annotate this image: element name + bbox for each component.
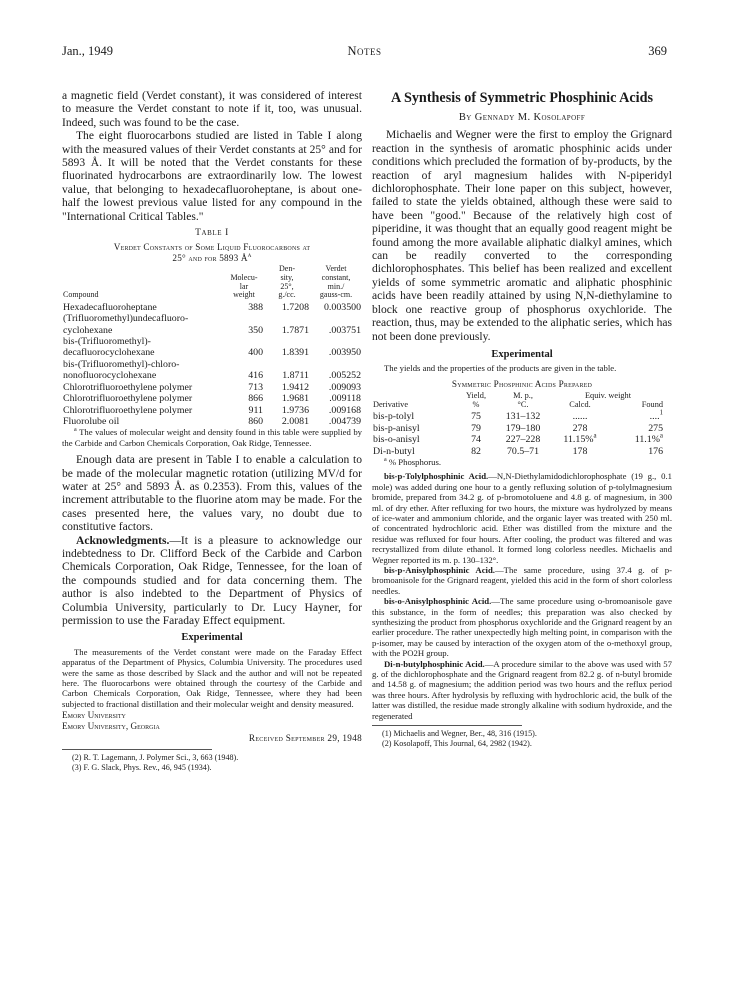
column-header: Den- sity, 25°, g./cc. (278, 264, 296, 300)
acknowledgments: Acknowledgments.—It is a pleasure to acknowledge our indebtedness to Dr. Clifford Beck of the Carbide and Carbon Chemicals Corporation, Oak Ridge, Tennessee, for the loan of the compounds studied and for data concerning them. The author is also indebted to the Department of Physics of Columbia University, particularly to Dr. Lucy Hayner, for permission to use the Faraday Effect equipment. (62, 534, 362, 627)
procedure-paragraph: Di-n-butylphosphinic Acid.—A procedure similar to the above was used with 57 g. of the dichlorophosphate and the Grignard reagent from 82.2 g. of n-butyl bromide and 14.58 g. of magnesium; the addition period was two hours and the reflux period was three hours. After hydrolysis by refluxing with hydrochloric acid, the bulk of the latter was distilled, the residue made strongly alkaline with sodium hydroxide, and the regenerated (372, 658, 672, 721)
table-footnote: $^a$ % Phosphorus. (384, 456, 442, 467)
table-row: bis-p-anisyl 79 179–180 278 275 (373, 422, 663, 434)
table-footnote: $^a$ The values of molecular weight and density found in this table were supplied by the Carbide and Carbon Chemicals Corporation, Oak Ridge, Tennessee. (62, 427, 363, 448)
footnote: (1) Michaelis and Wegner, Ber., 48, 316 (1915). (382, 729, 537, 739)
paragraph: a magnetic field (Verdet constant), it was considered of interest to measure the Verdet constant to note if it, too, was unusual. Indeed, such was found to be the case. (62, 90, 362, 129)
article-title: A Synthesis of Symmetric Phosphinic Acids (390, 90, 654, 106)
table-label: Table I (195, 228, 229, 239)
procedures (372, 471, 672, 721)
footnote: (2) Kosolapoff, This Journal, 64, 2982 (1942). (382, 738, 532, 748)
footnotes (62, 753, 362, 773)
affiliation: Emory University (62, 710, 126, 721)
affiliation: Emory University, Georgia (62, 721, 160, 732)
column-header: Found (641, 399, 663, 409)
page-number: 369 (648, 44, 667, 58)
received-date: Received September 29, 1948 (248, 732, 362, 743)
footnote-marker: a (247, 252, 252, 260)
column-header: Equiv. weight (584, 390, 631, 400)
caption-line: Verdet Constants of Some Liquid Fluorocarbons at (113, 242, 311, 253)
procedure-paragraph: bis-o-Anisylphosphinic Acid.—The same procedure using o-bromoanisole gave this substance, in the form of needles; this preparation was also checked by synthesizing the product from phosphorus oxychloride and the Grignard reagent by an earlier procedure. The rather unexpectedly high melting point, in comparison with the p-isomer, may be caused by interaction of the oxygen atom of the o-methoxyl group, with the PO2H group. (372, 596, 673, 659)
table-caption (62, 242, 362, 264)
paragraph: Enough data are present in Table I to enable a calculation to be made of the molecular magnetic rotation (utilizing MV/d for water at 25° and 5893 Å. as 0.2353). From this, values of the increment attributable to the fluorine atom may be made. For the cases presented here, the values vary, no doubt due to constitutive factors. (62, 454, 362, 534)
phosphinic-acid-table (372, 392, 664, 457)
procedure-paragraph: bis-p-Tolylphosphinic Acid.—N,N-Diethylamidodichlorophosphate (19 g., 0.1 mole) was added during one hour to a gently refluxing solution of p-tolylmagnesium bromide, prepared from 34.2 g. of p-bromotoluene and 4.8 g. of magnesium, in 300 ml. of dry ether. After refluxing for two hours, the mixture was hydrolyzed by means of ice-water and ammonium chloride, and the organic layer was treated with 250 ml. of concentrated hydrochloric acid. Ether was distilled from the mixture and the residue was refluxed for four hours. After cooling, the product was filtered and was recrystallized from dilute ethanol. It formed long colorless needles. Michaelis and Wegner reported its m. p. 130–132°. (372, 471, 672, 565)
footnote: (3) F. G. Slack, Phys. Rev., 46, 945 (1934). (72, 763, 212, 773)
left-column (62, 90, 362, 773)
table-row: Chlorotrifluoroethylene polymer 713 1.9412 .009093 (63, 381, 361, 393)
table-row: (Trifluoromethyl)undecafluoro-cyclohexane 350 1.7871 .003751 (63, 313, 361, 336)
table-header-row (62, 265, 362, 301)
section-name: Notes (347, 44, 382, 58)
column-header: Molecu- lar weight (230, 273, 258, 300)
procedure-paragraph: bis-p-Anisylphosphinic Acid.—The same procedure, using 37.4 g. of p-bromoanisole for the Grignard reagent, yielded this acid in the form of short colorless needles. (372, 565, 672, 596)
table-caption: Symmetric Phosphinic Acids Prepared (451, 378, 593, 389)
byline: By Gennady M. Kosolapoff (458, 112, 586, 123)
table-row: bis-(Trifluoromethyl)-chloro-nonofluorocyclohexane 416 1.8711 .005252 (63, 358, 361, 382)
caption-line: 25° and for 5893 $Å^a$ (172, 252, 252, 264)
table-row: Chlorotrifluoroethylene polymer 866 1.9681 .009118 (63, 393, 361, 405)
verdet-table (62, 265, 362, 427)
footnotes (372, 729, 672, 749)
column-header: Derivative (373, 399, 409, 409)
table-row: bis-(Trifluoromethyl)-decafluorocyclohexane 400 1.8391 .003950 (63, 336, 361, 359)
section-heading: Experimental (181, 632, 243, 644)
footnote-rule (62, 749, 212, 750)
table-row: bis-p-tolyl 75 131–132 ...... ....$^1$ (373, 410, 663, 423)
paragraph: Michaelis and Wegner were the first to employ the Grignard reaction in the synthesis of aromatic phosphinic acids under conditions which precluded the formation of by-products, by the reaction of aryl magnesium halides with N-piperidyl dichlorophosphate. Their lone paper on this subject, however, failed to state the yields obtained, although these were said to have been "good." Because of the relatively high cost of piperidine, it was thought that an equally good reagent might be found among the more available aliphatic dialkyl amines, which can be readily converted to the corresponding dichlorophosphates. This belief has been realized and excellent yields of some symmetric aromatic and aliphatic phosphinic acids have been readily attained by using N,N-diethylamine to block one reactive group of phosphorus oxychloride. The reaction, thus, may be extended to the aliphatic series, which has not been done previously. (372, 129, 672, 343)
column-header: Calcd. (569, 399, 591, 409)
section-heading: Experimental (491, 348, 553, 360)
table-row: bis-o-anisyl 74 227–228 11.15%$^a$ 11.1%$^a$ (373, 432, 663, 446)
table-row: Di-n-butyl 82 70.5–71 178 176 (373, 445, 663, 457)
column-header: M. p., °C. (513, 390, 533, 409)
intro-text: The yields and the properties of the products are given in the table. (384, 363, 617, 374)
table-header-row (372, 392, 664, 401)
column-header: Yield, % (465, 390, 487, 409)
table-row: Fluorolube oil 860 2.0081 .004739 (63, 415, 361, 427)
table-row: Chlorotrifluoroethylene polymer 911 1.9736 .009168 (63, 404, 361, 416)
right-column (372, 90, 672, 749)
paragraph: The eight fluorocarbons studied are listed in Table I along with the measured values of their Verdet constants at 25° and for 5893 Å. It will be noted that the Verdet constants for these fluorinated hydrocarbons are extraordinarily low. The lowest value, that belonging to hexadecafluoroheptane, is about one-half the lowest previous value listed for any compound in the "International Critical Tables." (62, 130, 362, 223)
table-row: Hexadecafluoroheptane 388 1.7208 0.003500 (63, 301, 361, 313)
footnote: (2) R. T. Lagemann, J. Polymer Sci., 3, 663 (1948). (72, 753, 239, 763)
issue-date: Jan., 1949 (62, 44, 114, 58)
column-header: Verdet constant, min./ gauss-cm. (319, 264, 353, 300)
column-header: Compound (63, 290, 99, 300)
footnote-rule (372, 725, 522, 726)
running-head (62, 44, 667, 60)
experimental-text: The measurements of the Verdet constant were made on the Faraday Effect apparatus of the Department of Physics, Columbia University. The procedures used were the same as those described by Slack and the author and will not be repeated here. The fluorocarbons were obtained through the courtesy of the Carbide and Carbon Chemicals Corporation, Oak Ridge, Tennessee, where they had been subjected to fractional distillation and their molecular weight and density measured. (62, 646, 362, 709)
